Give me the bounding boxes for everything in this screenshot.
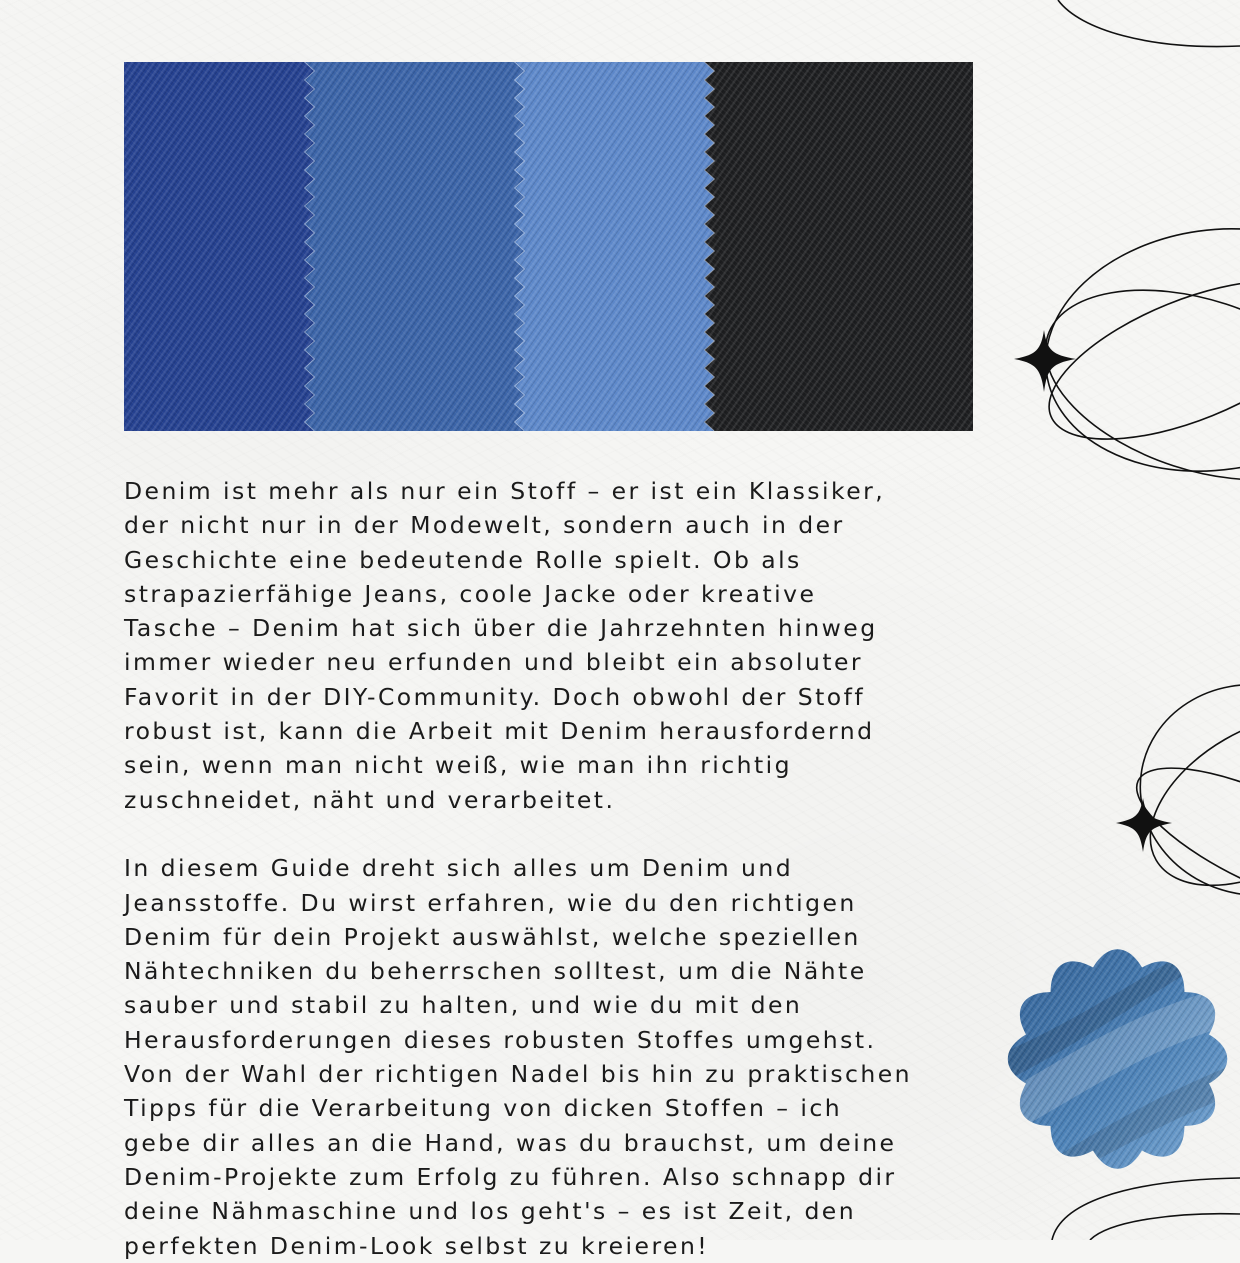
intro-text-block bbox=[124, 474, 984, 1263]
intro-paragraph-2: In diesem Guide dreht sich alles um Denim und Jeansstoffe. Du wirst erfahren, wie du den richtigen Denim für dein Projekt auswählst, welche speziellen Nähtechniken du beherrschen solltest, um die Nähte sauber und stabil zu halten, und wie du mit den Herausforderungen dieses robusten Stoffes umgehst. Von der Wahl der richtigen Nadel bis hin zu praktischen Tipps für die Verarbeitung von dicken Stoffen – ich gebe dir alles an die Hand, was du brauchst, um deine Denim-Projekte zum Erfolg zu führen. Also schnapp dir deine Nähmaschine und los geht's – es ist Zeit, den perfekten Denim-Look selbst zu kreieren! bbox=[124, 854, 913, 1260]
denim-badge-image bbox=[1000, 944, 1235, 1174]
denim-swatch-texture bbox=[304, 62, 524, 431]
denim-swatch-texture bbox=[124, 62, 314, 431]
denim-swatch-texture bbox=[514, 62, 714, 431]
intro-paragraph-1: Denim ist mehr als nur ein Stoff – er ist ein Klassiker, der nicht nur in der Modewelt, sondern auch in der Geschichte eine bedeutende Rolle spielt. Ob als strapazierfähige Jeans, coole Jacke oder kreative Tasche – Denim hat sich über die Jahrzehnten hinweg immer wieder neu erfunden und bleibt ein absoluter Favorit in der DIY-Community. Doch obwohl der Stoff robust ist, kann die Arbeit mit Denim herausfordernd sein, wenn man nicht weiß, wie man ihn richtig zuschneidet, näht und verarbeitet. bbox=[124, 477, 886, 814]
denim-swatch-texture bbox=[704, 62, 973, 431]
denim-swatches-image bbox=[124, 62, 973, 431]
